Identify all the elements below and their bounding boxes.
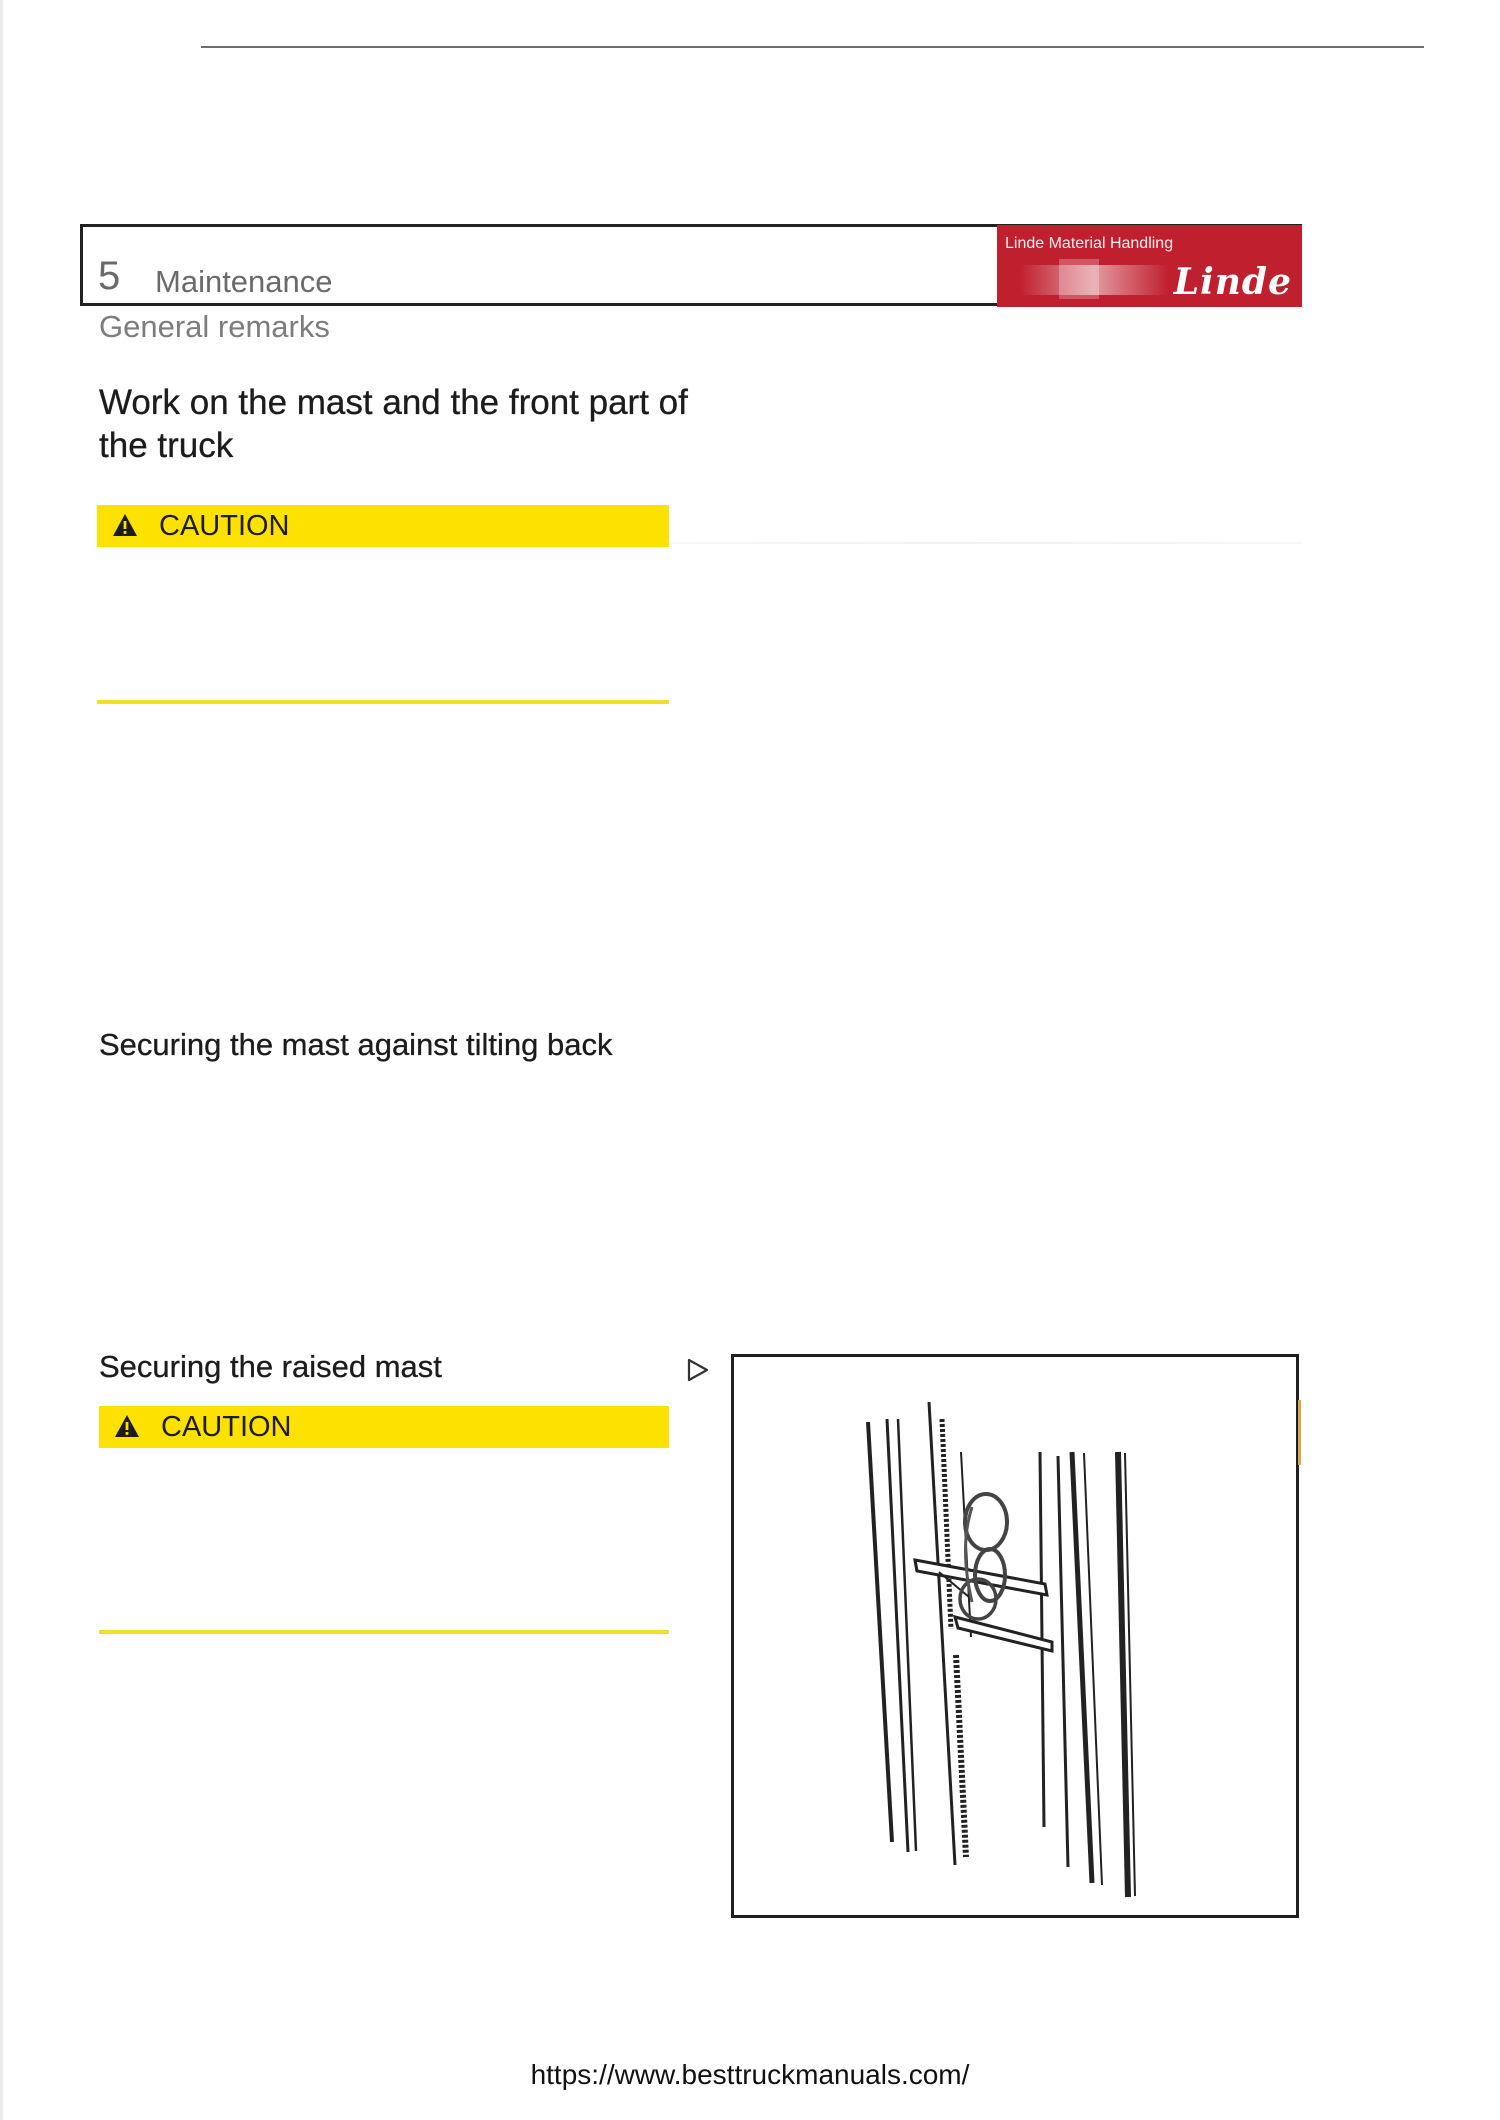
mast-chain-illustration: [734, 1357, 1296, 1915]
faint-divider: [670, 542, 1302, 544]
page-heading: Work on the mast and the front part of the truck: [99, 383, 688, 465]
page-edge: [0, 0, 3, 2120]
warning-triangle-icon: [113, 1413, 141, 1444]
caution-label: CAUTION: [161, 1411, 292, 1443]
subheading-raised-mast: Securing the raised mast: [99, 1349, 442, 1384]
mast-figure: [731, 1354, 1299, 1918]
chapter-number: 5: [98, 254, 121, 298]
caution-end-line: [99, 1630, 669, 1634]
section-title: General remarks: [99, 309, 330, 344]
linde-logo: Linde: [1173, 261, 1292, 303]
chapter-title: Maintenance: [155, 264, 333, 299]
subheading-tilting-back: Securing the mast against tilting back: [99, 1027, 613, 1062]
caution-end-line: [97, 700, 669, 704]
caution-label: CAUTION: [159, 510, 290, 542]
brand-graphic-square: [1059, 259, 1099, 299]
figure-edge-mark: [1298, 1400, 1301, 1465]
brand-logo-block: [997, 225, 1302, 307]
caution-banner: [99, 1406, 669, 1448]
triangle-pointer-icon: [686, 1357, 710, 1388]
top-rule: [201, 46, 1424, 48]
warning-triangle-icon: [111, 512, 139, 543]
caution-banner: [97, 505, 669, 547]
footer-url[interactable]: https://www.besttruckmanuals.com/: [530, 2059, 970, 2090]
brand-caption: Linde Material Handling: [1005, 235, 1174, 252]
